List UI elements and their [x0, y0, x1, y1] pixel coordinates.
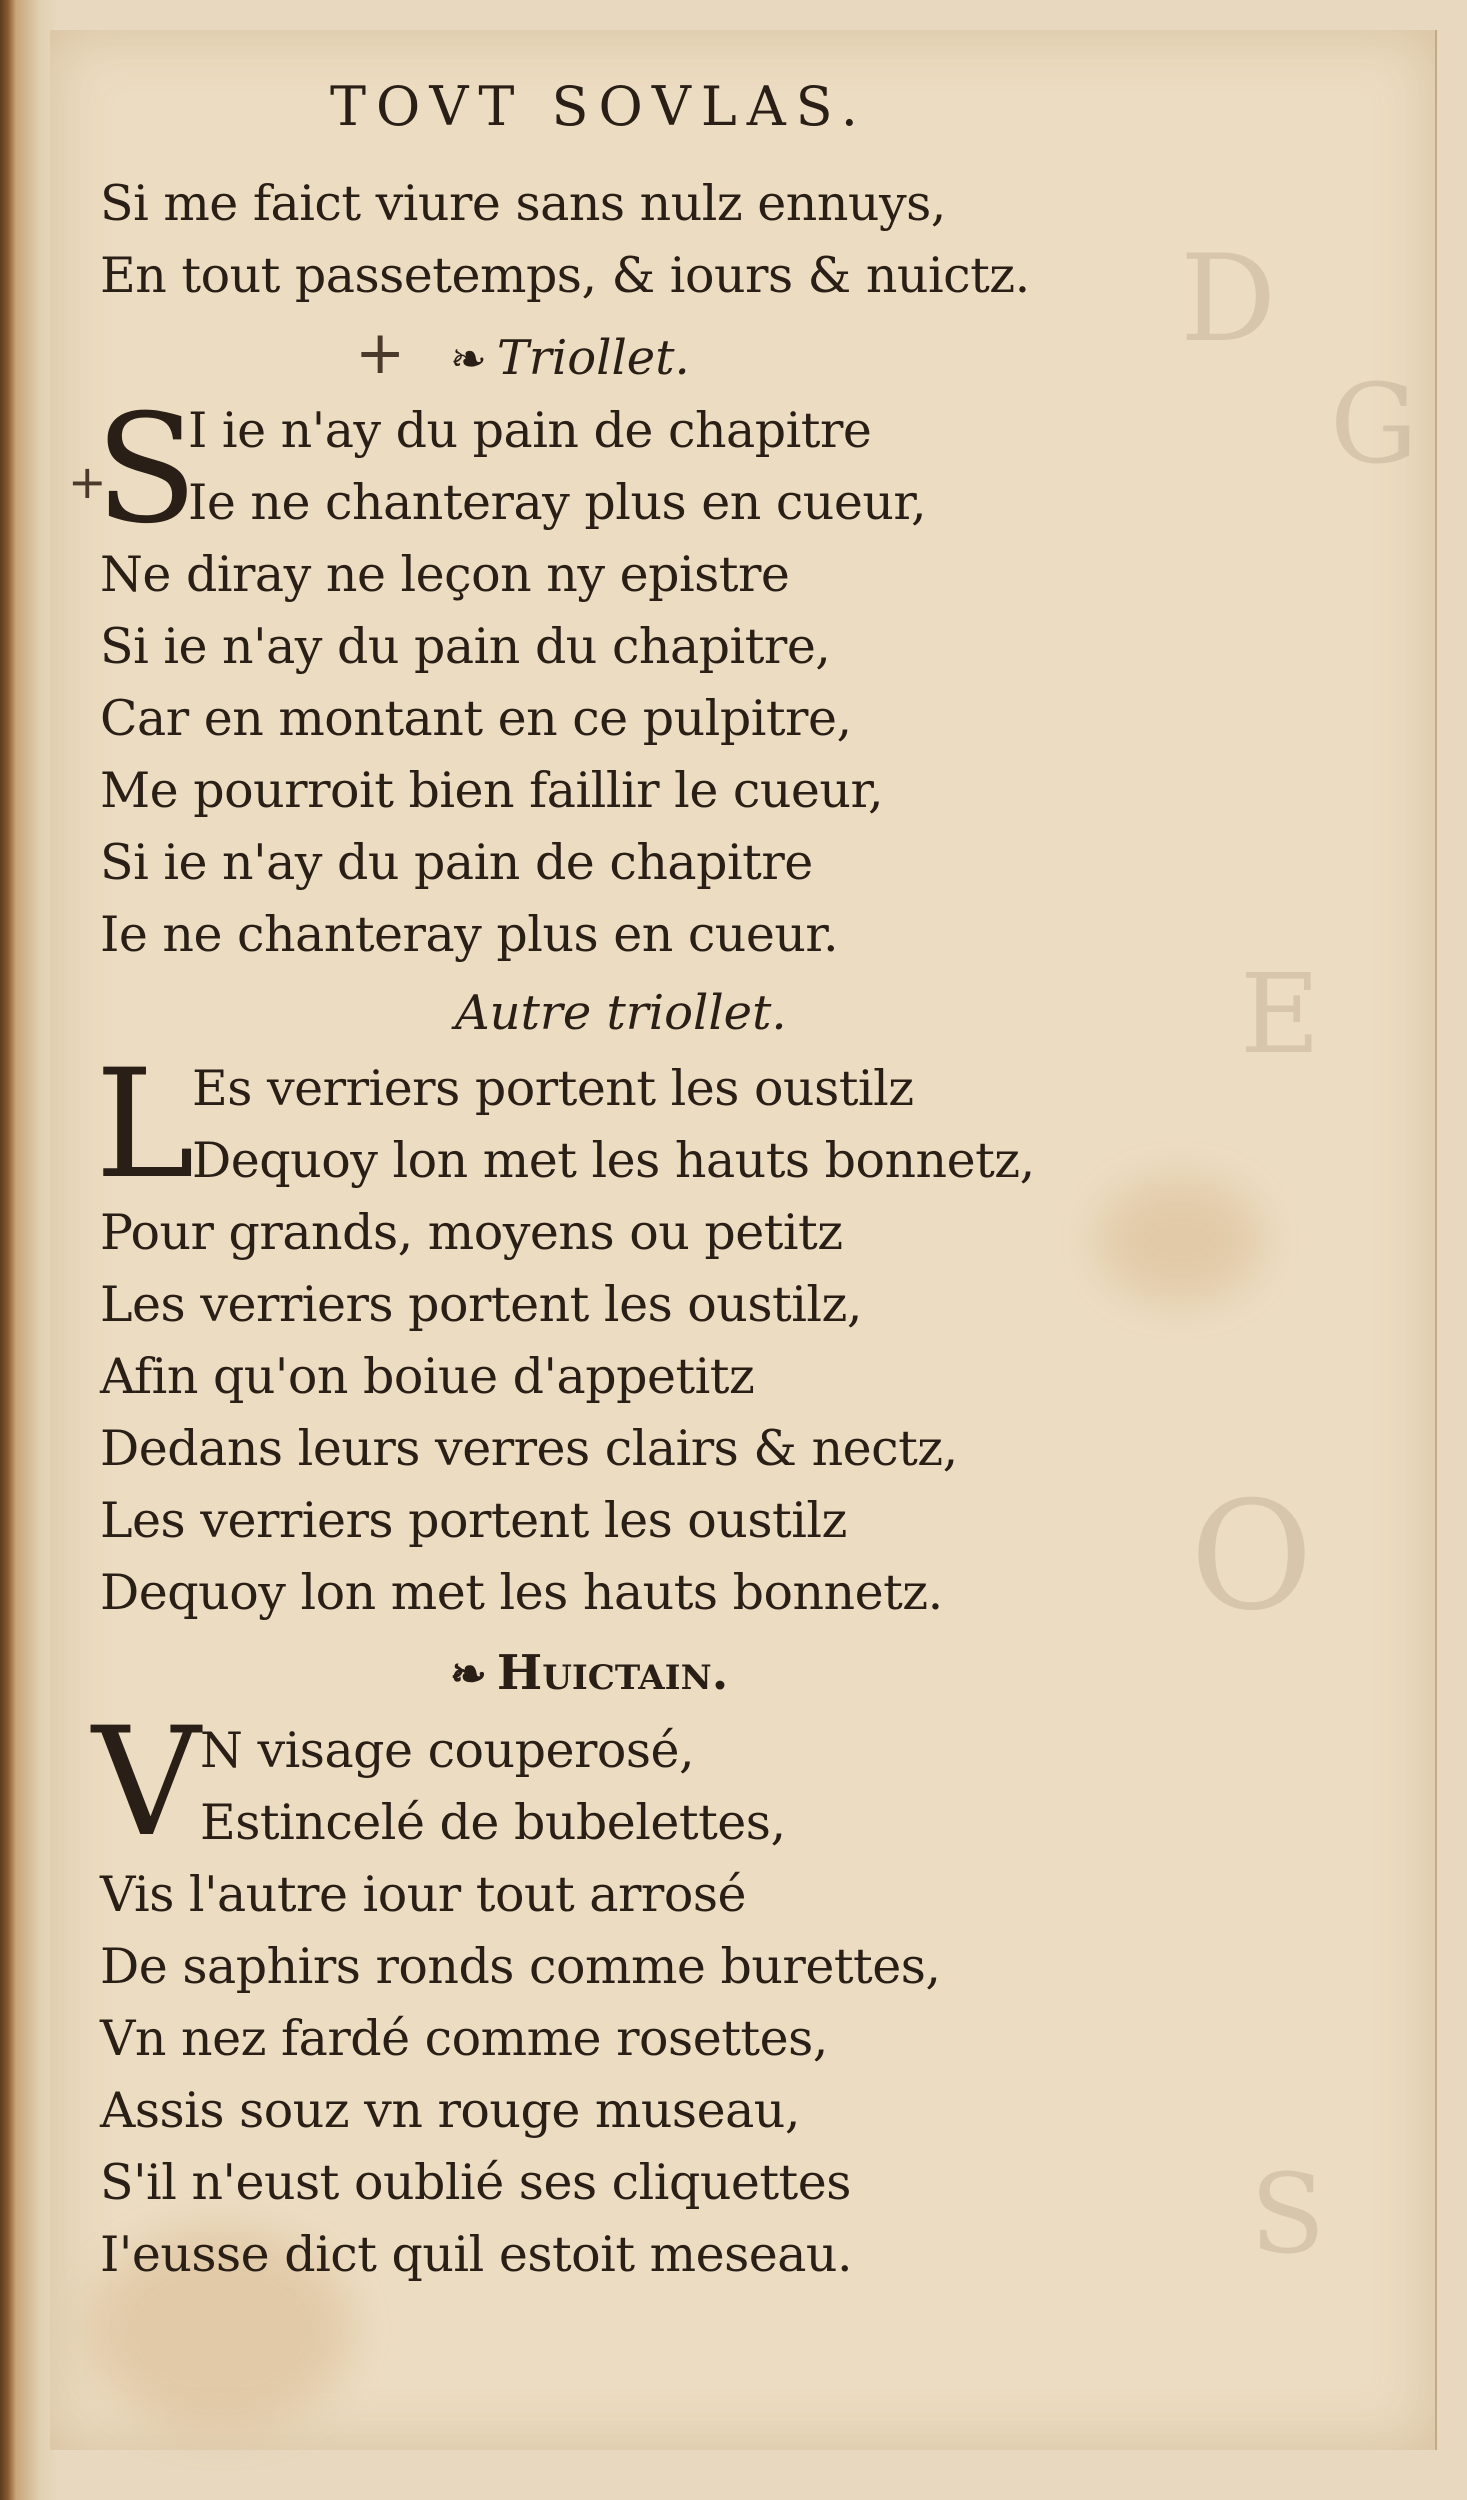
verse-line: Afin qu'on boiue d'appetitz: [100, 1348, 755, 1405]
showthrough-letter: D: [1180, 230, 1277, 369]
drop-cap: L: [95, 1038, 195, 1212]
verse-line: Les verriers portent les oustilz,: [100, 1276, 862, 1333]
showthrough-letter: E: [1240, 950, 1321, 1078]
verse-line: S'il n'eust oublié ses cliquettes: [100, 2154, 851, 2211]
verse-line: Si ie n'ay du pain de chapitre: [100, 834, 813, 891]
poem-title-text: Huictain.: [496, 1645, 729, 1701]
fleuron-icon: ❧: [450, 1649, 487, 1700]
verse-line: Me pourroit bien faillir le cueur,: [100, 762, 884, 819]
showthrough-letter: G: [1330, 360, 1418, 488]
drop-cap: V: [92, 1696, 201, 1870]
plus-mark-icon: +: [355, 318, 406, 388]
running-head: TOVT SOVLAS.: [330, 75, 868, 138]
poem-title: [450, 1645, 728, 1701]
verse-line: I ie n'ay du pain de chapitre: [188, 402, 872, 459]
verse-line: Estincelé de bubelettes,: [200, 1794, 786, 1851]
verse-line: Vn nez fardé comme rosettes,: [100, 2010, 828, 2067]
poem-title: Autre triollet.: [455, 985, 787, 1041]
showthrough-letter: O: [1190, 1470, 1313, 1644]
verse-line: I'eusse dict quil estoit meseau.: [100, 2226, 853, 2283]
verse-line: Vis l'autre iour tout arrosé: [100, 1866, 746, 1923]
poem-title: [450, 330, 690, 386]
showthrough-letter: S: [1250, 2150, 1326, 2278]
verse-line: Si me faict viure sans nulz ennuys,: [100, 175, 946, 232]
poem-title-text: Triollet.: [496, 330, 690, 386]
plus-mark-icon: +: [68, 455, 107, 509]
verse-line: Pour grands, moyens ou petitz: [100, 1204, 843, 1261]
verse-line: Si ie n'ay du pain du chapitre,: [100, 618, 831, 675]
verse-line: Dedans leurs verres clairs & nectz,: [100, 1420, 958, 1477]
verse-line: Es verriers portent les oustilz: [192, 1060, 914, 1117]
verse-line: Assis souz vn rouge museau,: [100, 2082, 800, 2139]
verse-line: En tout passetemps, & iours & nuictz.: [100, 247, 1030, 304]
verse-line: Dequoy lon met les hauts bonnetz.: [100, 1564, 943, 1621]
drop-cap: S: [95, 383, 198, 557]
verse-line: Car en montant en ce pulpitre,: [100, 690, 852, 747]
verse-line: Dequoy lon met les hauts bonnetz,: [192, 1132, 1035, 1189]
fleuron-icon: ❧: [450, 334, 487, 385]
verse-line: Ne diray ne leçon ny epistre: [100, 546, 790, 603]
verse-line: Les verriers portent les oustilz: [100, 1492, 847, 1549]
verse-line: N visage couperosé,: [200, 1722, 695, 1779]
verse-line: De saphirs ronds comme burettes,: [100, 1938, 941, 1995]
verse-line: Ie ne chanteray plus en cueur.: [100, 906, 839, 963]
verse-line: Ie ne chanteray plus en cueur,: [188, 474, 927, 531]
